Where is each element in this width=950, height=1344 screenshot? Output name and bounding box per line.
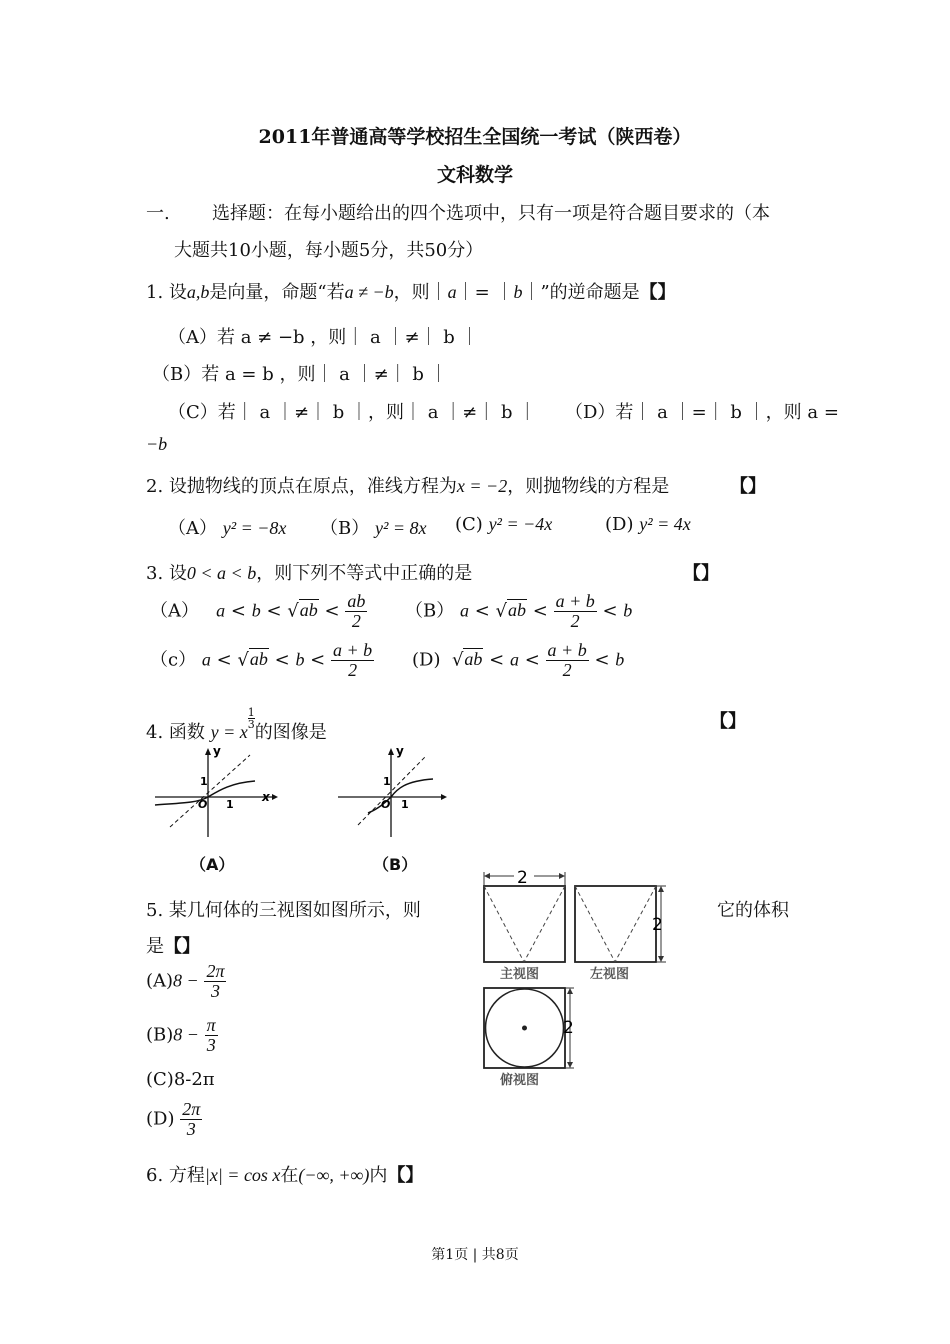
front-view-square (484, 886, 565, 962)
y-label: y (396, 745, 404, 758)
tick-1-y: 1 (200, 775, 208, 788)
side-view-square (575, 886, 656, 962)
q3-option-c: （c） a < √ab < b < $\frac{a + b}{2}$ (150, 640, 373, 680)
three-view-diagram (470, 866, 670, 1091)
front-view-label: 主视图 (500, 967, 540, 982)
q1-option-d-cont: −b (146, 434, 168, 454)
dim-height: 2 (652, 915, 663, 935)
q3-option-d: (D) √ab < a < $\frac{a + b}{2}$ < b (412, 640, 625, 680)
top-view-center (522, 1026, 527, 1031)
q1-option-b: （B）若 a = b ，则｜ a ｜≠｜ b ｜ (152, 364, 448, 385)
q4-stem: 4. 函数 y = x $^{\frac{1}{3}}$ 的图像是 (146, 706, 327, 743)
top-view (484, 988, 574, 1088)
q3-answer-bracket: 【】 (683, 563, 719, 584)
q2-option-c: (C) y² = −4x (455, 514, 553, 535)
q2-option-d: (D) y² = 4x (605, 514, 691, 535)
q5-stem-line2: 是【】 (146, 936, 200, 957)
q2-stem: 2. 设抛物线的顶点在原点，准线方程为x = −2，则抛物线的方程是 (146, 476, 670, 497)
dim-depth: 2 (563, 1018, 574, 1038)
q4-answer-bracket: 【】 (710, 711, 746, 732)
q5-option-a: (A)8 − $\frac{2\pi}{3}$ (146, 961, 225, 1001)
q2-option-b: （B） y² = 8x (320, 518, 427, 539)
top-view-label: 俯视图 (500, 1073, 540, 1088)
q3-option-a: （A） a < b < √ab < $\frac{ab}{2}$ (150, 591, 366, 631)
x-label: x (262, 790, 270, 804)
tick-1-x: 1 (226, 798, 234, 811)
section-number: 一. (146, 203, 170, 224)
y-axis-arrow (205, 748, 211, 755)
q5-option-b: (B)8 − $\frac{\pi}{3}$ (146, 1015, 216, 1055)
q2-answer-bracket: 【】 (730, 476, 766, 497)
dim-width: 2 (517, 868, 528, 888)
section-instructions-line2: 大题共10小题，每小题5分，共50分） (174, 240, 484, 261)
q1-stem: 1. 设a,b是向量，命题“若a ≠ −b，则｜a｜= ｜b｜”的逆命题是【】 (146, 282, 676, 303)
y-label: y (213, 745, 221, 758)
origin-label: O (198, 798, 208, 811)
x-axis-arrow (441, 794, 447, 800)
q1-option-a: （A）若 a ≠ −b ，则｜ a ｜≠｜ b ｜ (168, 327, 479, 348)
q1-option-d: （D）若｜ a ｜=｜ b ｜，则 a = (565, 402, 839, 423)
exam-title: 2011年普通高等学校招生全国统一考试（陕西卷） (258, 126, 692, 148)
q5-option-c: (C)8-2π (146, 1069, 215, 1090)
exam-subtitle: 文科数学 (436, 164, 513, 186)
x-axis-arrow (272, 794, 278, 800)
side-view-label: 左视图 (590, 967, 630, 982)
side-view (575, 886, 666, 982)
answer-bracket: 【】 (639, 282, 676, 303)
y-axis-arrow (388, 748, 394, 755)
q2-option-a: （A） y² = −8x (168, 518, 287, 539)
tick-1-y: 1 (383, 775, 391, 788)
dashed-line (170, 755, 250, 827)
q3-stem: 3. 设0 < a < b，则下列不等式中正确的是 (146, 563, 473, 584)
q5-option-d: (D) $\frac{2\pi}{3}$ (146, 1099, 201, 1139)
front-view (484, 868, 565, 982)
q6-stem: 6. 方程|x| = cos x在(−∞, +∞)内【】 (146, 1165, 424, 1186)
q5-stem-end: 它的体积 (717, 900, 789, 921)
q4-graph-b (333, 745, 453, 840)
q3-option-b: （B） a < √ab < $\frac{a + b}{2}$ < b (405, 591, 633, 631)
page-footer: 第1页 | 共8页 (431, 1247, 519, 1263)
section-instructions-line1: 选择题：在每小题给出的四个选项中，只有一项是符合题目要求的（本 (212, 203, 770, 224)
q5-stem: 5. 某几何体的三视图如图所示，则 (146, 900, 421, 921)
q4-graph-b-label: （B） (373, 855, 418, 874)
q4-graph-a (150, 745, 280, 840)
origin-label: O (381, 798, 391, 811)
q1-option-c: （C）若｜ a ｜≠｜ b ｜，则｜ a ｜≠｜ b ｜ (168, 402, 537, 423)
tick-1-x: 1 (401, 798, 409, 811)
q4-graph-a-label: （A） (190, 855, 235, 874)
